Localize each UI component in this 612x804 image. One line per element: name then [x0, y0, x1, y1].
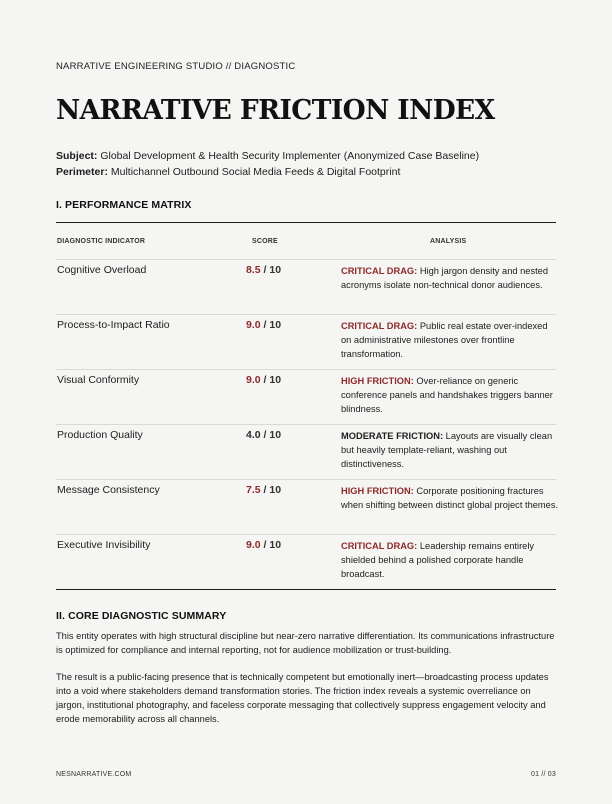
table-row: [56, 479, 559, 535]
indicator-name: Cognitive Overload: [57, 264, 147, 276]
analysis-text: CRITICAL DRAG: Public real estate over-indexed on administrative milestones over frontline transformation.: [341, 321, 548, 359]
score-value: 9.0 / 10: [246, 374, 282, 386]
indicator-name: Message Consistency: [57, 484, 160, 496]
indicator-name: Process-to-Impact Ratio: [57, 319, 170, 331]
perimeter-value: Multichannel Outbound Social Media Feeds & Digital Footprint: [107, 166, 401, 178]
analysis-text: MODERATE FRICTION: Layouts are visually clean but heavily template-reliant, washing out distinctiveness.: [341, 431, 553, 469]
footer-website: NESNARRATIVE.COM: [56, 771, 132, 778]
section-heading-summary: II. CORE DIAGNOSTIC SUMMARY: [56, 610, 227, 622]
analysis-text: CRITICAL DRAG: High jargon density and nested acronyms isolate non-technical donor audiences.: [341, 266, 549, 290]
column-header-analysis: ANALYSIS: [430, 238, 467, 245]
friction-level: CRITICAL DRAG:: [341, 541, 418, 551]
analysis-text: HIGH FRICTION: Over-reliance on generic conference panels and handshakes triggers banner blindness.: [341, 376, 553, 414]
score-value: 4.0 / 10: [246, 429, 282, 441]
friction-level: CRITICAL DRAG:: [341, 321, 418, 331]
subject-value: Global Development & Health Security Implementer (Anonymized Case Baseline): [97, 150, 480, 162]
indicator-name: Production Quality: [57, 429, 143, 441]
section-heading-performance: I. PERFORMANCE MATRIX: [56, 199, 192, 211]
studio-label: NARRATIVE ENGINEERING STUDIO // DIAGNOSTIC: [56, 61, 296, 72]
summary-paragraph-2: The result is a public-facing presence that is technically competent but emotionally inert—broadcasting process updates into a void where stakeholders demand transformation stories. The friction index reveals a systemic overreliance on jargon, institutional photography, and faceless corporate messaging that collectively suppress engagement velocity and erode memorability across all channels.: [56, 672, 549, 724]
page-title: NARRATIVE FRICTION INDEX: [56, 95, 495, 126]
analysis-text: CRITICAL DRAG: Leadership remains entirely shielded behind a polished corporate handle broadcast.: [341, 541, 535, 579]
score-value: 7.5 / 10: [246, 484, 282, 496]
table-bottom-rule: [56, 589, 556, 590]
table-row: [56, 259, 556, 315]
friction-level: CRITICAL DRAG:: [341, 266, 418, 276]
score-value: 8.5 / 10: [246, 264, 282, 276]
indicator-name: Visual Conformity: [57, 374, 140, 386]
summary-paragraph-1: This entity operates with high structural discipline but near-zero narrative differentiation. Its communications infrastructure is optimized for compliance and internal reporting, not for audience mobilization or trust-building.: [56, 631, 555, 655]
table-row: [56, 314, 556, 370]
perimeter-label: Perimeter:: [56, 166, 108, 178]
friction-level: MODERATE FRICTION:: [341, 431, 444, 441]
analysis-text: HIGH FRICTION: Corporate positioning fractures when shifting between distinct global project themes.: [341, 486, 559, 510]
table-top-rule: [56, 222, 556, 223]
friction-level: HIGH FRICTION:: [341, 376, 414, 386]
subject-line: [56, 150, 479, 162]
column-header-indicator: DIAGNOSTIC INDICATOR: [57, 238, 146, 245]
score-value: 9.0 / 10: [246, 319, 282, 331]
column-header-score: SCORE: [252, 238, 278, 245]
score-value: 9.0 / 10: [246, 539, 282, 551]
table-row: [56, 369, 556, 425]
perimeter-line: [56, 166, 400, 178]
table-row: [56, 534, 556, 590]
subject-label: Subject:: [56, 150, 98, 162]
footer-page-number: 01 // 03: [531, 771, 556, 778]
friction-level: HIGH FRICTION:: [341, 486, 414, 496]
table-row: [56, 424, 556, 480]
indicator-name: Executive Invisibility: [57, 539, 151, 551]
